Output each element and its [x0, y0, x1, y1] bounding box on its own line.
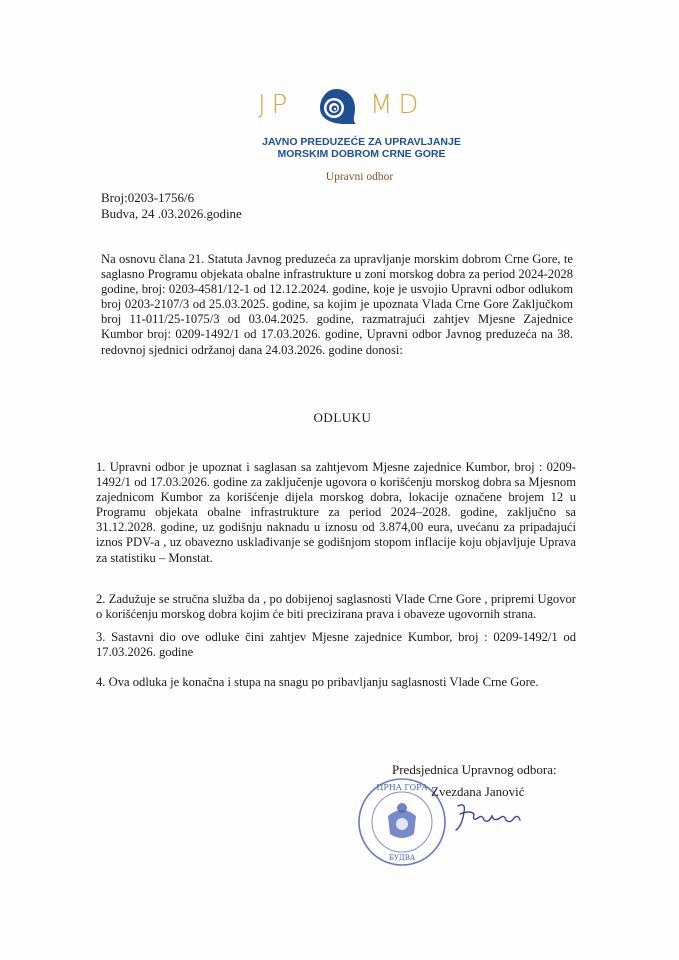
- reference-place-date: Budva, 24 .03.2026.godine: [101, 206, 242, 221]
- organization-name: [0, 136, 679, 160]
- organization-unit: Upravni odbor: [325, 171, 394, 183]
- reference-block: [101, 190, 242, 222]
- decision-item-1: 1. Upravni odbor je upoznat i saglasan sa zahtjevom Mjesne zajednice Kumbor, broj : 0209-1492/1 od 17.03.2026. godine za zaključenje ugovora o korišćenju morskog dobra sa Mjesnom zajednicom Kumbor za korišćenje dijela morskog dobra, lokacije označene brojem 12 u Programu objekata obalne infrastrukture za period 2024–2028. godine, zaključno sa 31.12.2028. godine, uz godišnju naknadu u iznosu od 3.874,00 eura, uvećanu za pripadajući iznos PDV-a , uz obavezno usklađivanje se godišnjom stopom inflacije koju objavljuje Uprava za statistiku – Monstat.: [96, 460, 576, 565]
- jpmd-logo: [252, 84, 452, 128]
- handwritten-signature-icon: [452, 800, 532, 836]
- svg-text:БУДВА: БУДВА: [388, 854, 416, 862]
- decision-item-2: 2. Zadužuje se stručna služba da , po dobijenoj saglasnosti Vlade Crne Gore , pripremi Ugovor o korišćenju morskog dobra kojim će biti precizirana prava i obaveze ugovornih strana.: [96, 592, 576, 622]
- reference-number: Broj:0203-1756/6: [101, 190, 195, 205]
- svg-text:ЦРНА ГОРА: ЦРНА ГОРА: [376, 783, 428, 792]
- signatory-name: Zvezdana Janović: [431, 784, 525, 799]
- decision-item-3: 3. Sastavni dio ove odluke čini zahtjev Mjesne zajednice Kumbor, broj : 0209-1492/1 od 17.03.2026. godine: [96, 630, 576, 660]
- signatory-title: Predsjednica Upravnog odbora:: [392, 762, 557, 777]
- org-name-line-1: JAVNO PREDUZEĆE ZA UPRAVLJANJE: [262, 136, 461, 148]
- decision-item-4: 4. Ova odluka je konačna i stupa na snagu po pribavljanju saglasnosti Vlade Crne Gore.: [96, 675, 539, 689]
- decision-title: ODLUKU: [313, 410, 372, 425]
- shell-logo-icon: [314, 86, 358, 126]
- intro-paragraph: Na osnovu člana 21. Statuta Javnog preduzeća za upravljanje morskim dobrom Crne Gore, te saglasno Programu objekata obalne infrastrukture u zoni morskog dobra za period 2024-2028 godine, broj: 0203-4581/12-1 od 12.12.2024. godine, koje je usvojio Upravni odbor odlukom broj 0203-2107/3 od 25.03.2025. godine, sa kojim je upoznata Vlada Crne Gore Zaključkom broj 11-011/25-1075/3 od 03.04.2025. godine, razmatrajući zahtjev Mjesne Zajednice Kumbor broj: 0209-1492/1 od 17.03.2026. godine, Upravni odbor Javnog preduzeća na 38. redovnoj sjednici održanoj dana 24.03.2026. godine donosi:: [101, 252, 573, 357]
- logo-jp-text: JP: [258, 90, 294, 120]
- org-name-line-2: MORSKIM DOBROM CRNE GORE: [277, 148, 446, 160]
- logo-md-text: MD: [370, 90, 425, 120]
